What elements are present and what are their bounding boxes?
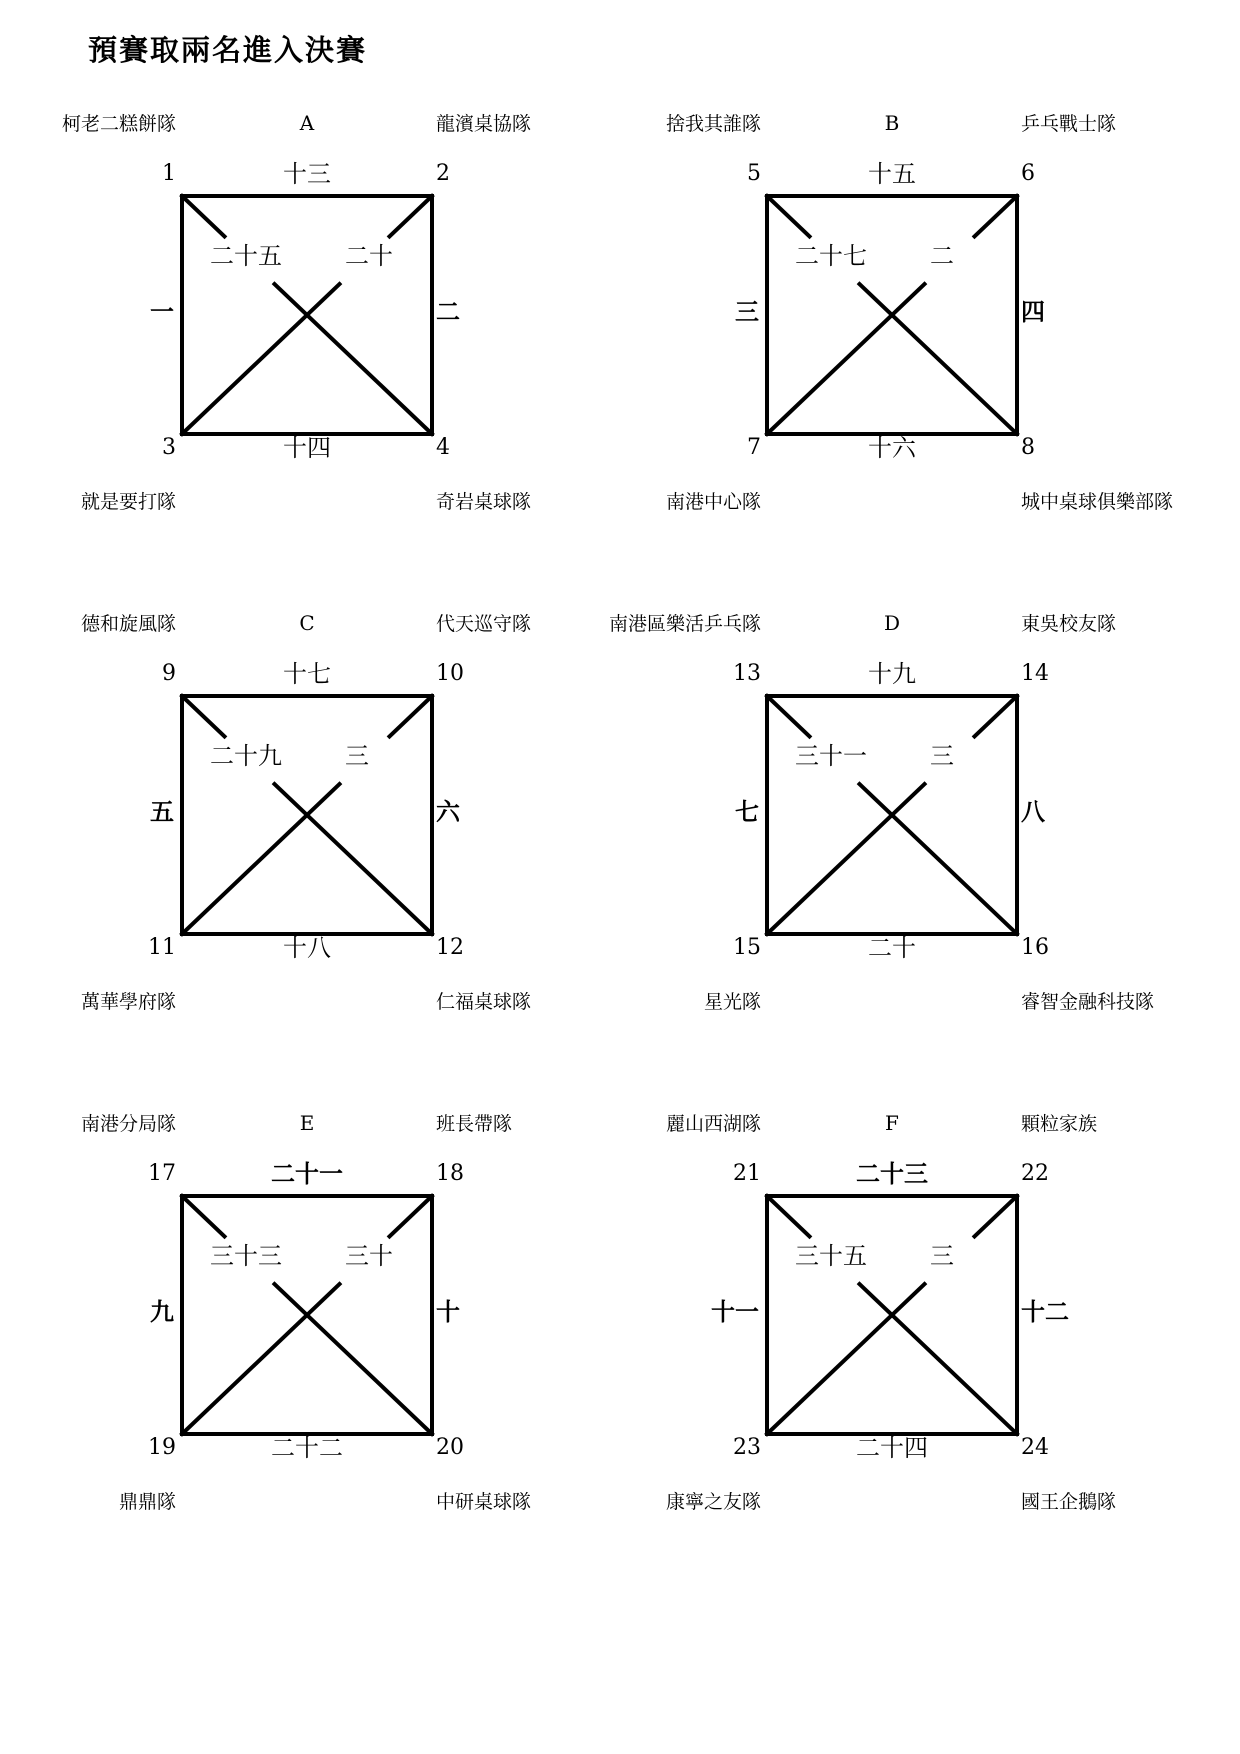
team-name-bottom-left: 鼎鼎隊	[118, 1491, 176, 1513]
match-label-right: 十二	[1021, 1297, 1069, 1326]
match-line-diag-tl-br-b	[860, 784, 1018, 934]
match-label-left: 一	[150, 297, 174, 326]
match-line-diag-tr-bl-b	[767, 284, 925, 434]
team-name-top-left: 麗山西湖隊	[665, 1113, 761, 1135]
match-label-right: 四	[1021, 297, 1045, 326]
match-line-diag-tl-br-b	[275, 284, 433, 434]
team-name-top-right: 代天巡守隊	[436, 613, 532, 635]
position-number-top-right: 14	[1021, 661, 1049, 686]
team-name-bottom-left: 星光隊	[703, 991, 761, 1013]
match-label-right: 八	[1021, 797, 1045, 826]
group-label: D	[883, 611, 901, 635]
position-number-top-right: 6	[1021, 161, 1035, 186]
match-label-diag-right: 三	[345, 742, 369, 770]
position-number-bottom-right: 20	[436, 1435, 464, 1460]
position-number-top-right: 2	[436, 161, 450, 186]
position-number-top-left: 1	[162, 161, 176, 186]
team-name-bottom-left: 萬華學府隊	[80, 991, 176, 1013]
match-line-diag-tl-br-a	[767, 196, 810, 236]
team-name-top-left: 德和旋風隊	[80, 613, 176, 635]
match-label-diag-right: 三	[930, 742, 954, 770]
team-name-bottom-right: 奇岩桌球隊	[436, 491, 532, 513]
match-label-top: 十九	[868, 660, 916, 688]
match-line-diag-tr-bl-b	[767, 1284, 925, 1434]
match-line-diag-tl-br-a	[767, 696, 810, 736]
match-label-left: 五	[150, 797, 174, 826]
group-label: E	[299, 1111, 315, 1135]
match-label-top: 十七	[283, 660, 331, 688]
match-line-diag-tl-br-a	[182, 696, 225, 736]
match-line-diag-tr-bl-b	[182, 784, 340, 934]
team-name-top-right: 龍濱桌協隊	[436, 113, 532, 135]
position-number-top-right: 18	[436, 1161, 464, 1186]
team-name-bottom-left: 就是要打隊	[80, 491, 176, 513]
match-line-diag-tl-br-b	[275, 784, 433, 934]
match-label-left: 九	[150, 1297, 174, 1326]
match-label-bottom: 二十四	[856, 1434, 928, 1462]
match-label-diag-left: 三十五	[795, 1242, 867, 1270]
team-name-bottom-right: 國王企鵝隊	[1021, 1491, 1117, 1513]
match-label-diag-right: 二十	[345, 242, 393, 270]
group-a	[0, 0, 540, 513]
match-label-diag-right: 三	[930, 1242, 954, 1270]
match-label-diag-left: 二十五	[210, 242, 282, 270]
position-number-bottom-left: 15	[733, 935, 761, 960]
team-name-top-right: 顆粒家族	[1021, 1113, 1098, 1135]
group-c	[0, 500, 540, 1013]
match-line-diag-tl-br-b	[860, 284, 1018, 434]
match-line-diag-tl-br-b	[860, 1284, 1018, 1434]
team-name-bottom-right: 中研桌球隊	[436, 1491, 532, 1513]
match-label-diag-left: 二十七	[795, 242, 867, 270]
match-line-diag-tl-br-a	[182, 1196, 225, 1236]
match-label-right: 二	[436, 297, 460, 326]
position-number-top-left: 13	[733, 661, 761, 686]
match-label-bottom: 十六	[868, 434, 916, 462]
match-label-diag-left: 三十三	[210, 1242, 282, 1270]
match-label-left: 七	[735, 797, 759, 826]
position-number-top-left: 9	[162, 661, 176, 686]
match-label-right: 六	[436, 797, 460, 826]
position-number-top-left: 5	[747, 161, 761, 186]
match-label-diag-right: 二	[930, 242, 954, 270]
match-line-diag-tr-bl-b	[767, 784, 925, 934]
group-e	[0, 1000, 540, 1513]
team-name-bottom-right: 睿智金融科技隊	[1021, 991, 1155, 1013]
team-name-top-right: 乒乓戰士隊	[1021, 113, 1117, 135]
match-line-diag-tl-br-b	[275, 1284, 433, 1434]
group-f	[585, 1000, 1125, 1513]
position-number-bottom-left: 7	[747, 435, 761, 460]
position-number-top-left: 17	[148, 1161, 176, 1186]
match-line-diag-tr-bl-b	[182, 1284, 340, 1434]
match-label-left: 三	[735, 297, 759, 326]
match-label-diag-left: 三十一	[795, 742, 867, 770]
match-label-top: 二十三	[856, 1159, 928, 1188]
position-number-bottom-right: 12	[436, 935, 464, 960]
match-line-diag-tr-bl-a	[975, 196, 1018, 236]
team-name-bottom-right: 仁福桌球隊	[436, 991, 532, 1013]
team-name-top-right: 班長帶隊	[436, 1113, 513, 1135]
team-name-top-right: 東吳校友隊	[1021, 613, 1117, 635]
match-label-left: 十一	[711, 1297, 759, 1326]
match-label-bottom: 二十	[868, 934, 916, 962]
position-number-top-left: 21	[733, 1161, 761, 1186]
match-line-diag-tr-bl-b	[182, 284, 340, 434]
match-label-diag-left: 二十九	[210, 742, 282, 770]
match-label-bottom: 二十二	[271, 1434, 343, 1462]
match-line-diag-tr-bl-a	[390, 1196, 433, 1236]
match-label-top: 二十一	[271, 1159, 343, 1188]
match-label-diag-right: 三十	[345, 1242, 393, 1270]
position-number-bottom-left: 3	[162, 435, 176, 460]
match-line-diag-tr-bl-a	[975, 696, 1018, 736]
position-number-bottom-left: 19	[148, 1435, 176, 1460]
position-number-bottom-right: 8	[1021, 435, 1035, 460]
position-number-top-right: 22	[1021, 1161, 1049, 1186]
group-b	[585, 0, 1174, 513]
team-name-bottom-right: 城中桌球俱樂部隊	[1021, 491, 1174, 513]
match-line-diag-tl-br-a	[767, 1196, 810, 1236]
position-number-bottom-right: 16	[1021, 935, 1049, 960]
position-number-bottom-right: 4	[436, 435, 450, 460]
match-line-diag-tr-bl-a	[390, 196, 433, 236]
position-number-bottom-right: 24	[1021, 1435, 1049, 1460]
position-number-top-right: 10	[436, 661, 464, 686]
match-label-top: 十三	[283, 160, 331, 188]
match-line-diag-tr-bl-a	[390, 696, 433, 736]
team-name-bottom-left: 康寧之友隊	[665, 1491, 761, 1513]
team-name-bottom-left: 南港中心隊	[665, 491, 761, 513]
group-label: B	[884, 111, 900, 135]
position-number-bottom-left: 23	[733, 1435, 761, 1460]
match-line-diag-tl-br-a	[182, 196, 225, 236]
match-label-top: 十五	[868, 160, 916, 188]
group-label: A	[299, 111, 315, 135]
group-label: F	[885, 1111, 899, 1135]
position-number-bottom-left: 11	[148, 935, 176, 960]
match-label-right: 十	[436, 1297, 460, 1326]
team-name-top-left: 捨我其誰隊	[665, 113, 761, 135]
match-label-bottom: 十四	[283, 434, 331, 462]
page-title: 預賽取兩名進入決賽	[88, 33, 368, 67]
match-line-diag-tr-bl-a	[975, 1196, 1018, 1236]
group-label: C	[299, 611, 315, 635]
match-label-bottom: 十八	[283, 934, 331, 962]
team-name-top-left: 柯老二糕餅隊	[61, 113, 176, 135]
team-name-top-left: 南港區樂活乒乓隊	[608, 613, 761, 635]
team-name-top-left: 南港分局隊	[80, 1113, 176, 1135]
